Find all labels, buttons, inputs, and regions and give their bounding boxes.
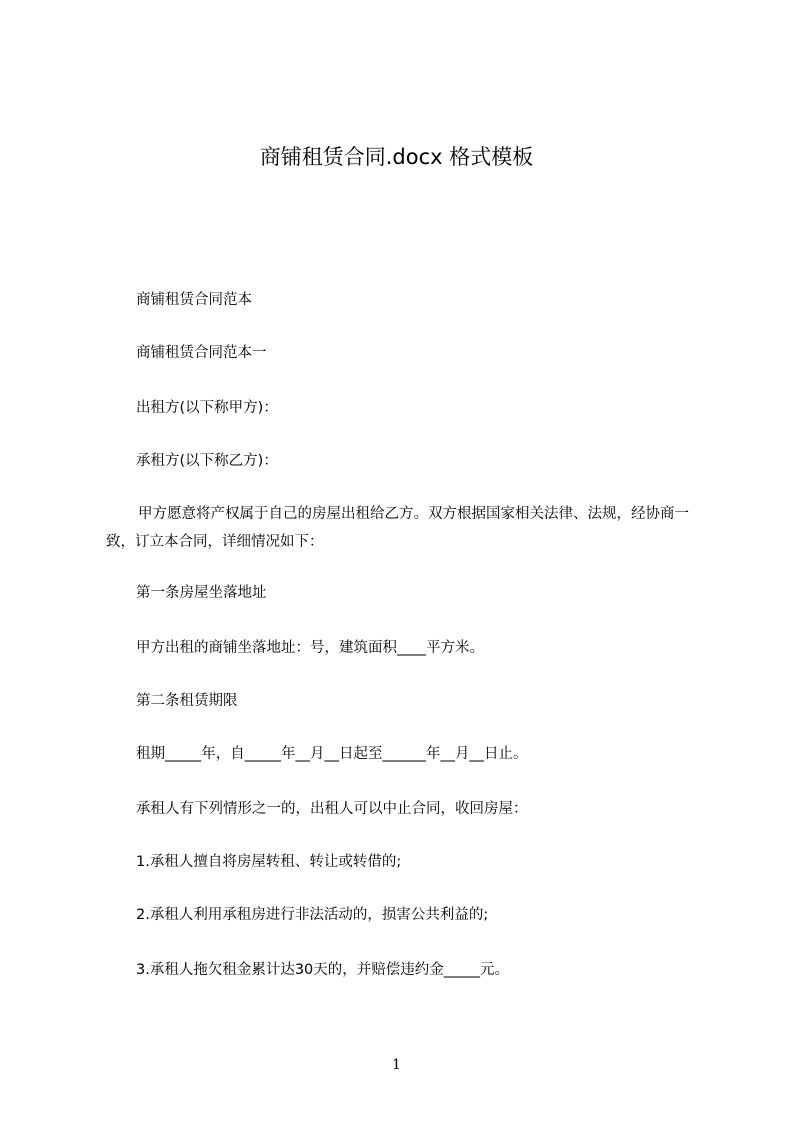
document-title: 商铺租赁合同.docx 格式模板: [259, 145, 534, 169]
paragraph-article-one-heading: 第一条房屋坐落地址: [136, 585, 267, 601]
paragraph-lessee: 承租方(以下称乙方)：: [136, 453, 278, 469]
page-number: 1: [392, 1057, 401, 1073]
paragraph-article-two-heading: 第二条租赁期限: [136, 693, 238, 709]
paragraph-termination-intro: 承租人有下列情形之一的，出租人可以中止合同，收回房屋：: [136, 801, 528, 817]
paragraph-lease-term: 租期_____年，自_____年__月__日起至______年__月__日止。: [136, 746, 528, 762]
paragraph-agreement-intro: 甲方愿意将产权属于自己的房屋出租给乙方。双方根据国家相关法律、法规，经协商一致，订立本合同，详细情况如下：: [106, 506, 689, 550]
paragraph-template-heading: 商铺租赁合同范本: [136, 292, 252, 308]
paragraph-clause-1: 1.承租人擅自将房屋转租、转让或转借的;: [136, 854, 402, 870]
paragraph-clause-2: 2.承租人利用承租房进行非法活动的，损害公共利益的;: [136, 907, 489, 923]
paragraph-template-one: 商铺租赁合同范本一: [136, 345, 267, 361]
paragraph-article-one-body: 甲方出租的商铺坐落地址：号，建筑面积____平方米。: [136, 640, 484, 656]
paragraph-lessor: 出租方(以下称甲方)：: [136, 400, 278, 416]
paragraph-clause-3: 3.承租人拖欠租金累计达30天的，并赔偿违约金_____元。: [136, 962, 510, 978]
